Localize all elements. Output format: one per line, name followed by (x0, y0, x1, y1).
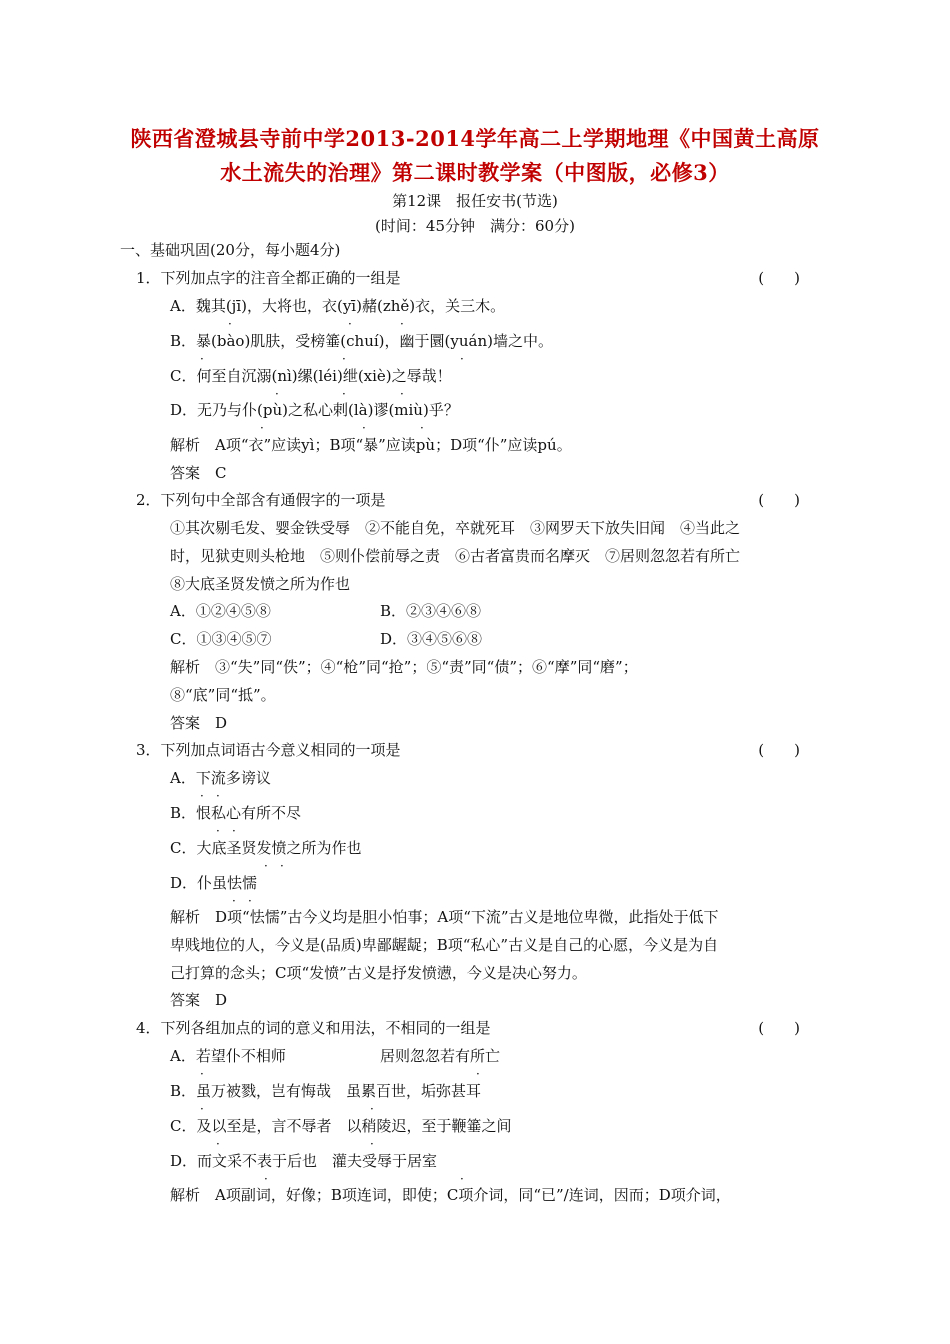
q1-option-b: B．暴(bào)肌肤，受榜箠(chuí)，幽于圜(yuán)墙之中。 (170, 332, 553, 350)
emphasis-dot: · (362, 421, 366, 435)
q4-option-a-second: 居则忽忽若有所亡 (380, 1047, 501, 1065)
emphasis-dot: · (370, 1137, 374, 1151)
emphasis-dot: · (200, 1102, 204, 1116)
q4-analysis: 解析 A项副词，好像；B项连词，即使；C项介词，同“已”/连词，因而；D项介词， (170, 1186, 731, 1204)
q1-answer: 答案 C (170, 464, 227, 482)
emphasis-dot: · (400, 317, 404, 331)
q1-option-d: D．无乃与仆(pù)之私心剌(là)谬(miù)乎？ (170, 401, 459, 419)
q2-text-line-1: ①其次剔毛发、婴金铁受辱 ②不能自免，卒就死耳 ③网罗天下放失旧闻 ④当此之 (170, 519, 741, 537)
q3-answer-bracket: ( ) (758, 741, 800, 759)
q1-option-c: C．何至自沉溺(nì)缧(léi)绁(xiè)之辱哉！ (170, 367, 452, 385)
q2-analysis-line-2: ⑧“底”同“抵”。 (170, 686, 276, 704)
q2-stem: 2．下列句中全部含有通假字的一项是 (136, 491, 386, 509)
emphasis-dot: · (260, 421, 264, 435)
emphasis-dot: · (200, 789, 204, 803)
q2-option-c: C．①③④⑤⑦ (170, 630, 272, 648)
emphasis-dot: · (216, 824, 220, 838)
q3-analysis-line-3: 己打算的念头；C项“发愤”古义是抒发愤懑，今义是决心努力。 (170, 964, 587, 982)
emphasis-dot: · (248, 894, 252, 908)
emphasis-dot: · (342, 352, 346, 366)
emphasis-dot: · (216, 1137, 220, 1151)
q3-stem: 3．下列加点词语古今意义相同的一项是 (136, 741, 401, 759)
q4-answer-bracket: ( ) (758, 1019, 800, 1037)
emphasis-dot: · (232, 894, 236, 908)
q1-answer-bracket: ( ) (758, 269, 800, 287)
emphasis-dot: · (232, 824, 236, 838)
emphasis-dot: · (370, 1102, 374, 1116)
q2-text-line-3: ⑧大底圣贤发愤之所为作也 (170, 575, 351, 593)
q2-text-line-2: 时，见狱吏则头枪地 ⑤则仆偿前辱之责 ⑥古者富贵而名摩灭 ⑦居则忽忽若有所亡 (170, 547, 741, 565)
emphasis-dot: · (228, 317, 232, 331)
emphasis-dot: · (476, 1067, 480, 1081)
q3-option-b: B．恨私心有所不尽 (170, 804, 302, 822)
emphasis-dot: · (348, 317, 352, 331)
q3-option-c: C．大底圣贤发愤之所为作也 (170, 839, 362, 857)
emphasis-dot: · (400, 387, 404, 401)
q2-option-b: B．②③④⑥⑧ (380, 602, 482, 620)
emphasis-dot: · (216, 789, 220, 803)
q1-analysis: 解析 A项“衣”应读yì；B项“暴”应读pù；D项“仆”应读pú。 (170, 436, 572, 454)
section-heading: 一、基础巩固(20分，每小题4分) (120, 241, 341, 259)
emphasis-dot: · (200, 1067, 204, 1081)
emphasis-dot: · (342, 387, 346, 401)
emphasis-dot: · (264, 859, 268, 873)
q3-analysis-line-2: 卑贱地位的人，今义是(品质)卑鄙龌龊；B项“私心”古义是自己的心愿，今义是为自 (170, 936, 719, 954)
lesson-title: 第12课 报任安书(节选) (392, 192, 558, 210)
q3-answer: 答案 D (170, 991, 228, 1009)
q4-stem: 4．下列各组加点的词的意义和用法，不相同的一组是 (136, 1019, 491, 1037)
q2-answer: 答案 D (170, 714, 228, 732)
emphasis-dot: · (280, 859, 284, 873)
q4-option-c: C．及以至是，言不辱者 以稍陵迟，至于鞭箠之间 (170, 1117, 512, 1135)
q3-option-d: D．仆虽怯懦 (170, 874, 258, 892)
q3-option-a: A．下流多谤议 (170, 769, 271, 787)
emphasis-dot: · (460, 352, 464, 366)
q1-stem: 1．下列加点字的注音全都正确的一组是 (136, 269, 401, 287)
q2-option-a: A．①②④⑤⑧ (170, 602, 271, 620)
q2-answer-bracket: ( ) (758, 491, 800, 509)
document-title-line-1: 陕西省澄城县寺前中学2013-2014学年高二上学期地理《中国黄土高原 (130, 126, 820, 151)
time-info: (时间：45分钟 满分：60分) (375, 217, 575, 235)
q4-option-d: D．而文采不表于后也 灌夫受辱于居室 (170, 1152, 438, 1170)
emphasis-dot: · (420, 421, 424, 435)
q3-analysis-line-1: 解析 D项“怯懦”古今义均是胆小怕事；A项“下流”古义是地位卑微，此指处于低下 (170, 908, 719, 926)
document-title-line-2: 水土流失的治理》第二课时教学案（中图版，必修3） (220, 160, 730, 185)
emphasis-dot: · (460, 1172, 464, 1186)
q1-option-a: A．魏其(jī)，大将也，衣(yī)赭(zhě)衣，关三木。 (170, 297, 506, 315)
emphasis-dot: · (200, 352, 204, 366)
emphasis-dot: · (275, 387, 279, 401)
q4-option-a-first: A．若望仆不相师 (170, 1047, 286, 1065)
q2-option-d: D．③④⑤⑥⑧ (380, 630, 483, 648)
q4-option-b: B．虽万被戮，岂有悔哉 虽累百世，垢弥甚耳 (170, 1082, 482, 1100)
q2-analysis-line-1: 解析 ③“失”同“佚”；④“枪”同“抢”；⑤“责”同“债”；⑥“摩”同“磨”； (170, 658, 638, 676)
emphasis-dot: · (264, 1172, 268, 1186)
